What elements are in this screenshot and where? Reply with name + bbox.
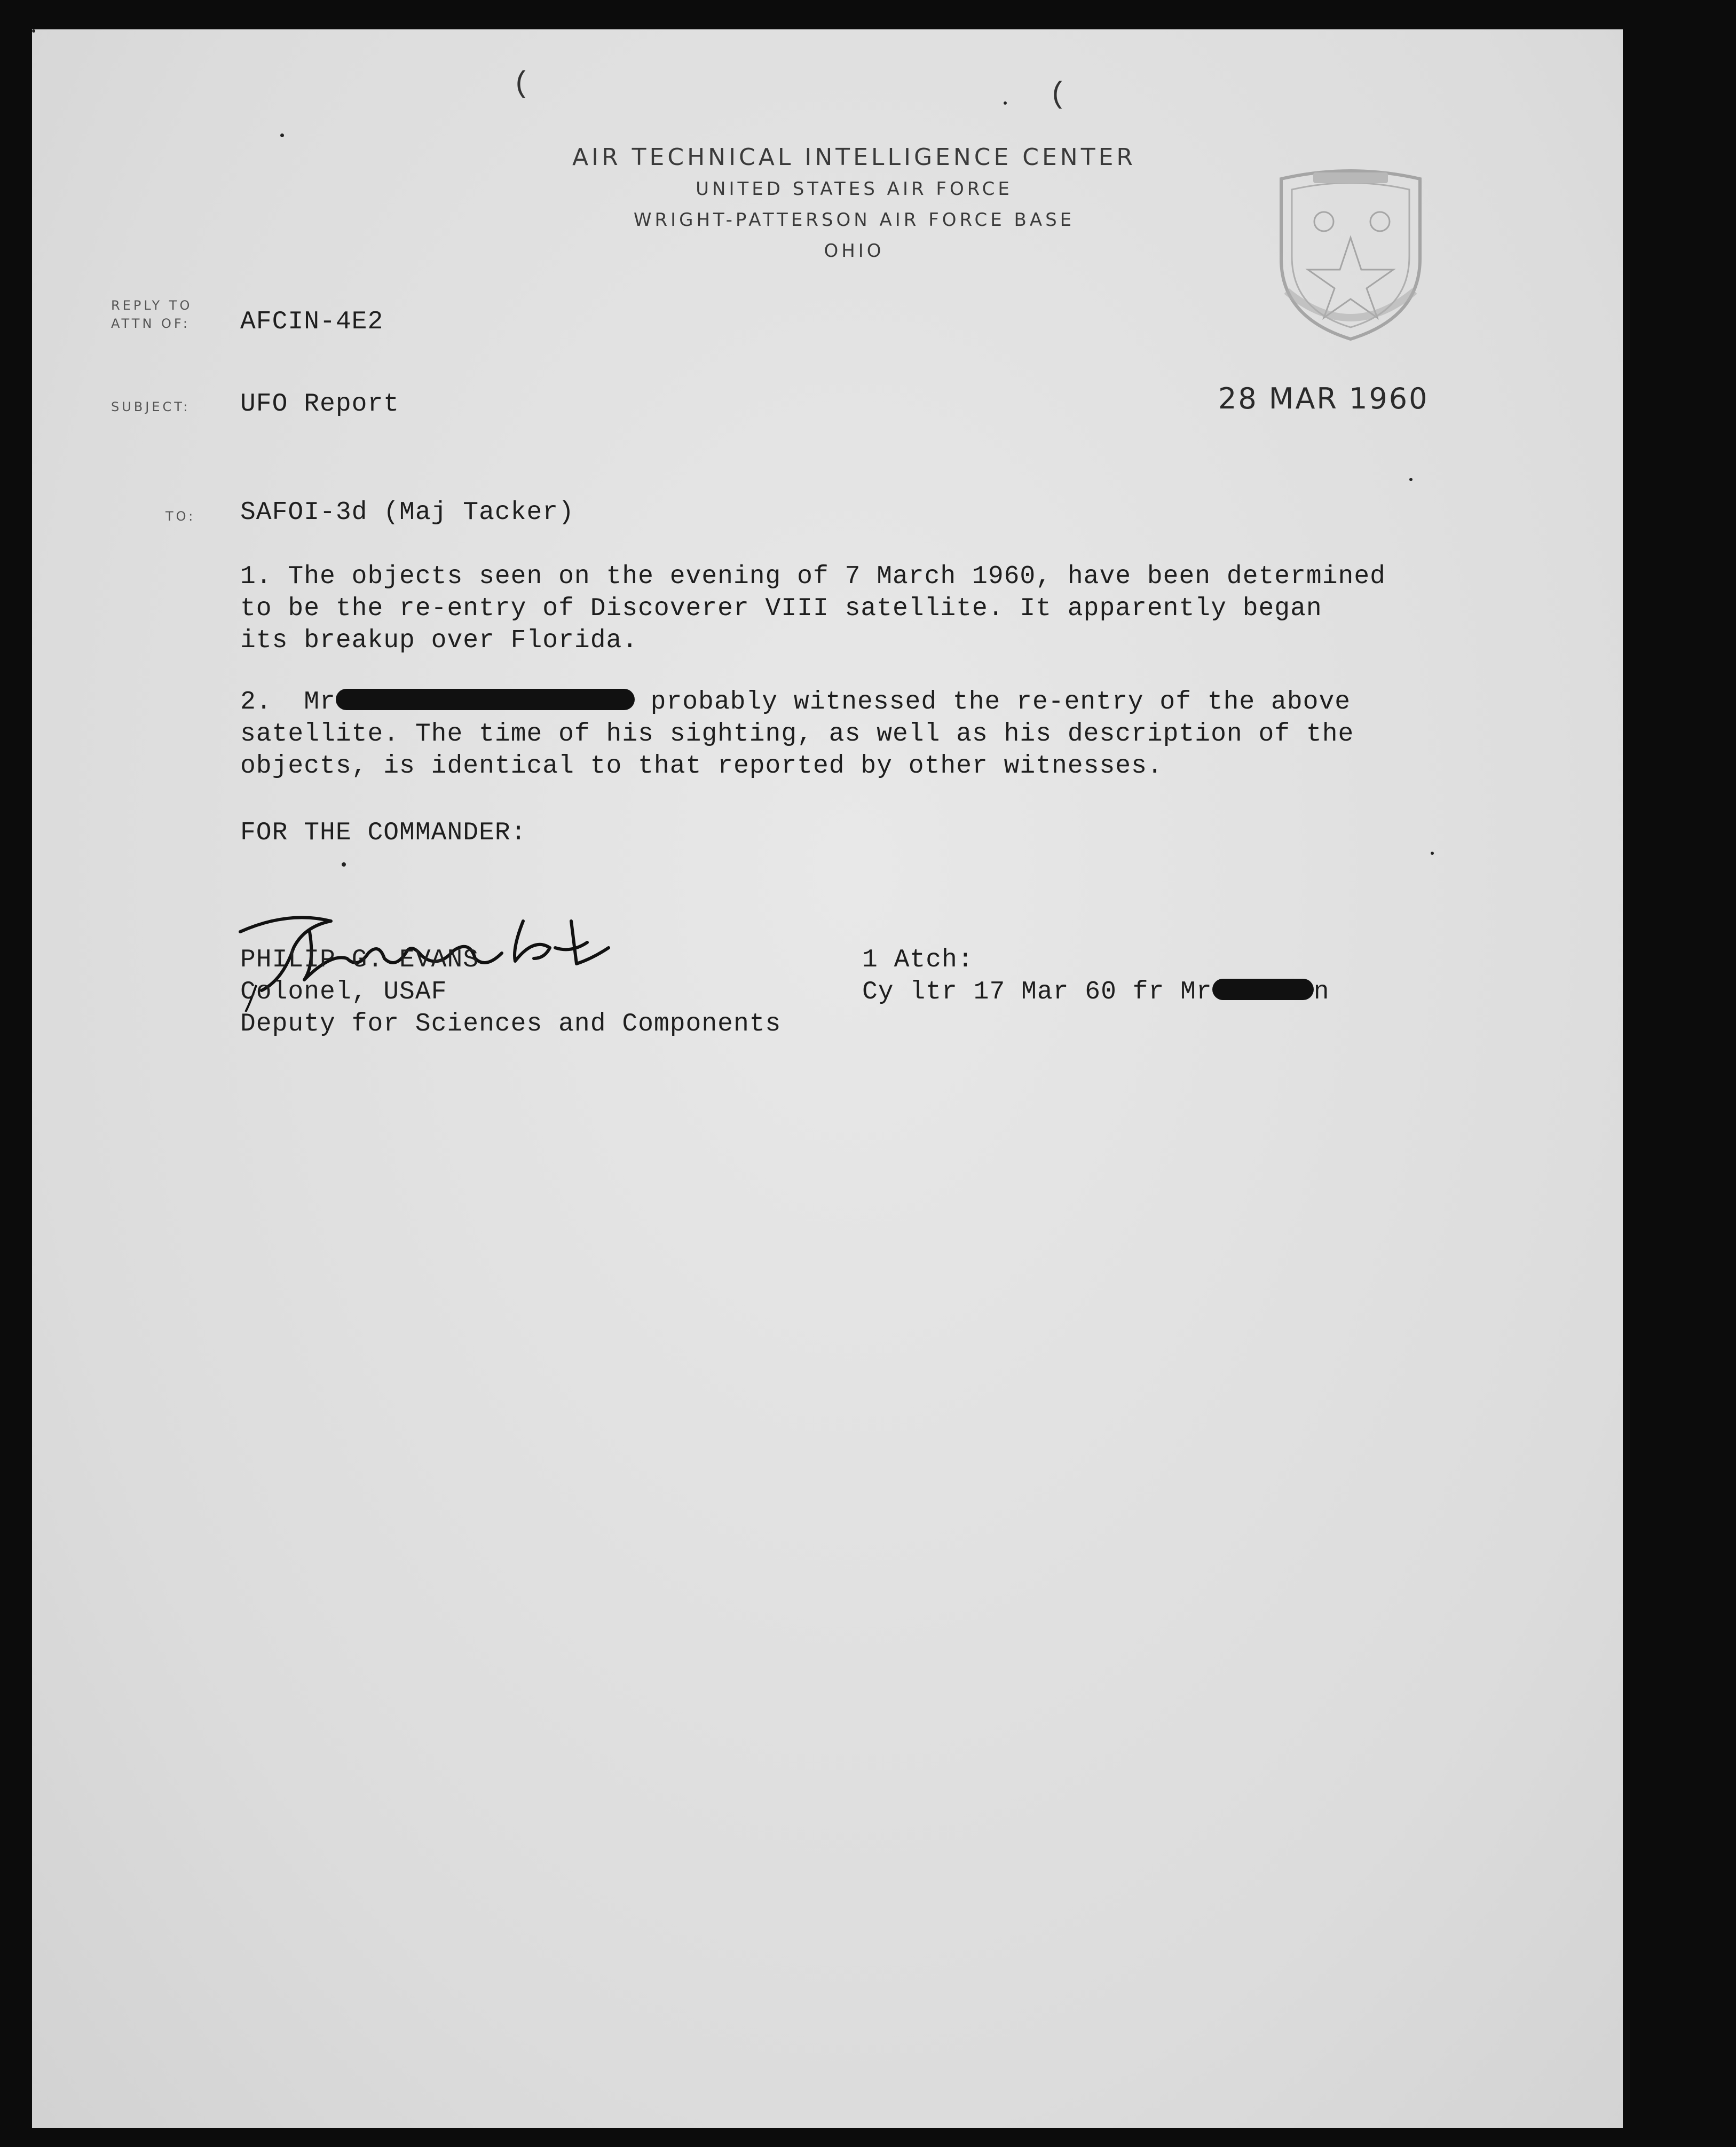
air-force-intelligence-seal-icon <box>1260 158 1441 350</box>
scan-speck <box>342 862 346 867</box>
paragraph-2 <box>240 686 1354 782</box>
paragraph-1-line-2: to be the re-entry of Discoverer VIII satellite. It apparently began <box>240 594 1322 623</box>
scan-speck <box>1409 478 1413 481</box>
reply-office-code: AFCIN-4E2 <box>240 308 384 336</box>
letterhead-state: OHIO <box>824 240 885 262</box>
paragraph-1-line-1: 1. The objects seen on the evening of 7 March 1960, have been determined <box>240 562 1386 591</box>
attachment-block <box>862 944 1330 1008</box>
paragraph-1 <box>240 561 1386 657</box>
signature-block <box>240 944 781 1040</box>
paragraph-2-line-2: satellite. The time of his sighting, as well as his description of the <box>240 720 1354 749</box>
scan-speck <box>32 29 35 33</box>
letter-page <box>32 29 1676 2128</box>
letterhead-org: AIR TECHNICAL INTELLIGENCE CENTER <box>572 144 1136 171</box>
scan-speck <box>280 133 284 137</box>
signer-rank: Colonel, USAF <box>240 978 447 1006</box>
redacted-witness-name <box>336 689 635 710</box>
scan-speck <box>1431 852 1434 855</box>
reply-label-line2: ATTN OF: <box>111 316 190 331</box>
scan-mark: ( <box>1049 77 1067 112</box>
scan-border <box>1623 0 1736 2147</box>
witness-prefix: Mr <box>304 688 336 717</box>
paragraph-2-line-1-rest: probably witnessed the re-entry of the above <box>650 688 1351 717</box>
attachment-description-suffix: n <box>1313 978 1330 1006</box>
reply-label <box>111 296 192 333</box>
for-the-commander: FOR THE COMMANDER: <box>240 819 527 847</box>
paragraph-2-line-1 <box>240 686 1354 718</box>
paragraph-2-number: 2. <box>240 688 272 717</box>
redacted-attachment-name <box>1212 979 1314 1000</box>
scan-speck <box>1004 101 1007 105</box>
subject-label: SUBJECT: <box>111 399 191 414</box>
letterhead-service: UNITED STATES AIR FORCE <box>696 178 1013 200</box>
attachment-description-text: Cy ltr 17 Mar 60 fr Mr <box>862 978 1212 1006</box>
subject-value: UFO Report <box>240 390 400 419</box>
reply-label-line1: REPLY TO <box>111 298 193 313</box>
to-label: TO: <box>165 509 196 524</box>
letterhead <box>502 141 1206 266</box>
signer-title: Deputy for Sciences and Components <box>240 1010 782 1039</box>
scan-mark: ( <box>512 67 531 101</box>
signer-name: PHILIP G. EVANS <box>240 946 479 974</box>
attachment-description <box>862 976 1330 1008</box>
to-value: SAFOI-3d (Maj Tacker) <box>240 498 574 527</box>
paragraph-2-line-3: objects, is identical to that reported by other witnesses. <box>240 752 1163 781</box>
attachment-label: 1 Atch: <box>862 946 974 974</box>
date-stamp: 28 MAR 1960 <box>1218 382 1429 415</box>
paragraph-1-line-3: its breakup over Florida. <box>240 626 638 655</box>
letterhead-base: WRIGHT-PATTERSON AIR FORCE BASE <box>633 209 1075 231</box>
